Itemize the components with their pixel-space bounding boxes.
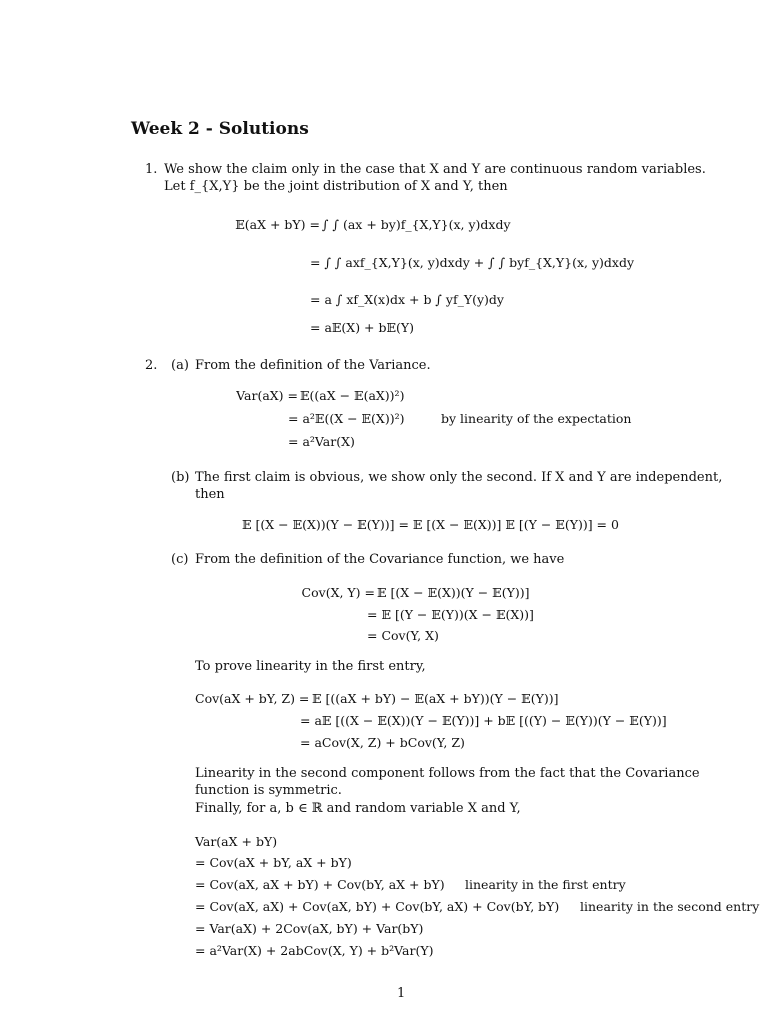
p2c-var-line3-note: linearity in the second entry	[580, 899, 760, 914]
sub-label-b: (b)	[171, 470, 190, 485]
p2a-eq-line2-note: by linearity of the expectation	[441, 411, 632, 426]
p2c-para-line3: Finally, for a, b ∈ ℝ and random variable X and Y,	[195, 801, 521, 816]
p2a-text: From the definition of the Variance.	[195, 358, 431, 373]
p2c-lin-line2: = a𝔼 [((X − 𝔼(X))(Y − 𝔼(Y))] + b𝔼 [((Y) − 𝔼(Y))(Y − 𝔼(Y))]	[300, 713, 667, 728]
p1-eq-line3: = a ∫ xf_X(x)dx + b ∫ yf_Y(y)dy	[310, 292, 504, 307]
sub-label-c: (c)	[171, 552, 189, 567]
p2c-var-line4: = Var(aX) + 2Cov(aX, bY) + Var(bY)	[195, 921, 424, 936]
p2c-para-line2: function is symmetric.	[195, 783, 342, 798]
p2c-var-line2: = Cov(aX, aX + bY) + Cov(bY, aX + bY)	[195, 877, 445, 892]
p2c-var-line2-note: linearity in the first entry	[465, 877, 626, 892]
p1-text-line1: We show the claim only in the case that X and Y are continuous random variables.	[164, 162, 706, 177]
p1-eq-lhs: 𝔼(aX + bY) =	[235, 217, 320, 232]
p2c-text: From the definition of the Covariance function, we have	[195, 552, 565, 567]
p2c-var-line3: = Cov(aX, aX) + Cov(aX, bY) + Cov(bY, aX) + Cov(bY, bY)	[195, 899, 560, 914]
p2c-var-line5: = a²Var(X) + 2abCov(X, Y) + b²Var(Y)	[195, 943, 434, 958]
p2b-equation: 𝔼 [(X − 𝔼(X))(Y − 𝔼(Y))] = 𝔼 [(X − 𝔼(X))] 𝔼 [(Y − 𝔼(Y))] = 0	[242, 517, 619, 532]
page-number: 1	[397, 986, 406, 1001]
p2c-var-line1: = Cov(aX + bY, aX + bY)	[195, 855, 352, 870]
p2a-eq-line2: = a²𝔼((X − 𝔼(X))²)	[288, 411, 405, 426]
p2c-var-line0: Var(aX + bY)	[195, 834, 278, 849]
p2c-lin-line3: = aCov(X, Z) + bCov(Y, Z)	[300, 735, 465, 750]
p2c-lin-lhs: Cov(aX + bY, Z) =	[195, 691, 310, 706]
p2c-cov-line3: = Cov(Y, X)	[367, 628, 439, 643]
p2a-eq-line1: 𝔼((aX − 𝔼(aX))²)	[300, 388, 405, 403]
item-number-1: 1.	[145, 162, 158, 177]
item-number-2: 2.	[145, 358, 158, 373]
p2c-para-line1: Linearity in the second component follows from the fact that the Covariance	[195, 766, 700, 781]
p2a-eq-line3: = a²Var(X)	[288, 434, 355, 449]
p2b-text-line2: then	[195, 487, 225, 502]
p2c-cov-line2: = 𝔼 [(Y − 𝔼(Y))(X − 𝔼(X))]	[367, 607, 534, 622]
p2c-cov-lhs: Cov(X, Y) =	[301, 585, 375, 600]
p1-eq-line2: = ∫ ∫ axf_{X,Y}(x, y)dxdy + ∫ ∫ byf_{X,Y}(x, y)dxdy	[310, 255, 635, 270]
p2b-text-line1: The first claim is obvious, we show only the second. If X and Y are independent,	[195, 470, 723, 485]
sub-label-a: (a)	[171, 358, 189, 373]
page-title: Week 2 - Solutions	[131, 119, 309, 139]
p2a-eq-lhs: Var(aX) =	[236, 388, 298, 403]
p1-text-line2: Let f_{X,Y} be the joint distribution of X and Y, then	[164, 179, 508, 194]
p2c-linearity-text: To prove linearity in the first entry,	[195, 659, 426, 674]
p1-eq-line1: ∫ ∫ (ax + by)f_{X,Y}(x, y)dxdy	[322, 217, 511, 232]
p1-eq-line4: = a𝔼(X) + b𝔼(Y)	[310, 320, 415, 335]
p2c-cov-line1: 𝔼 [(X − 𝔼(X))(Y − 𝔼(Y))]	[377, 585, 530, 600]
p2c-lin-line1: 𝔼 [((aX + bY) − 𝔼(aX + bY))(Y − 𝔼(Y))]	[312, 691, 559, 706]
